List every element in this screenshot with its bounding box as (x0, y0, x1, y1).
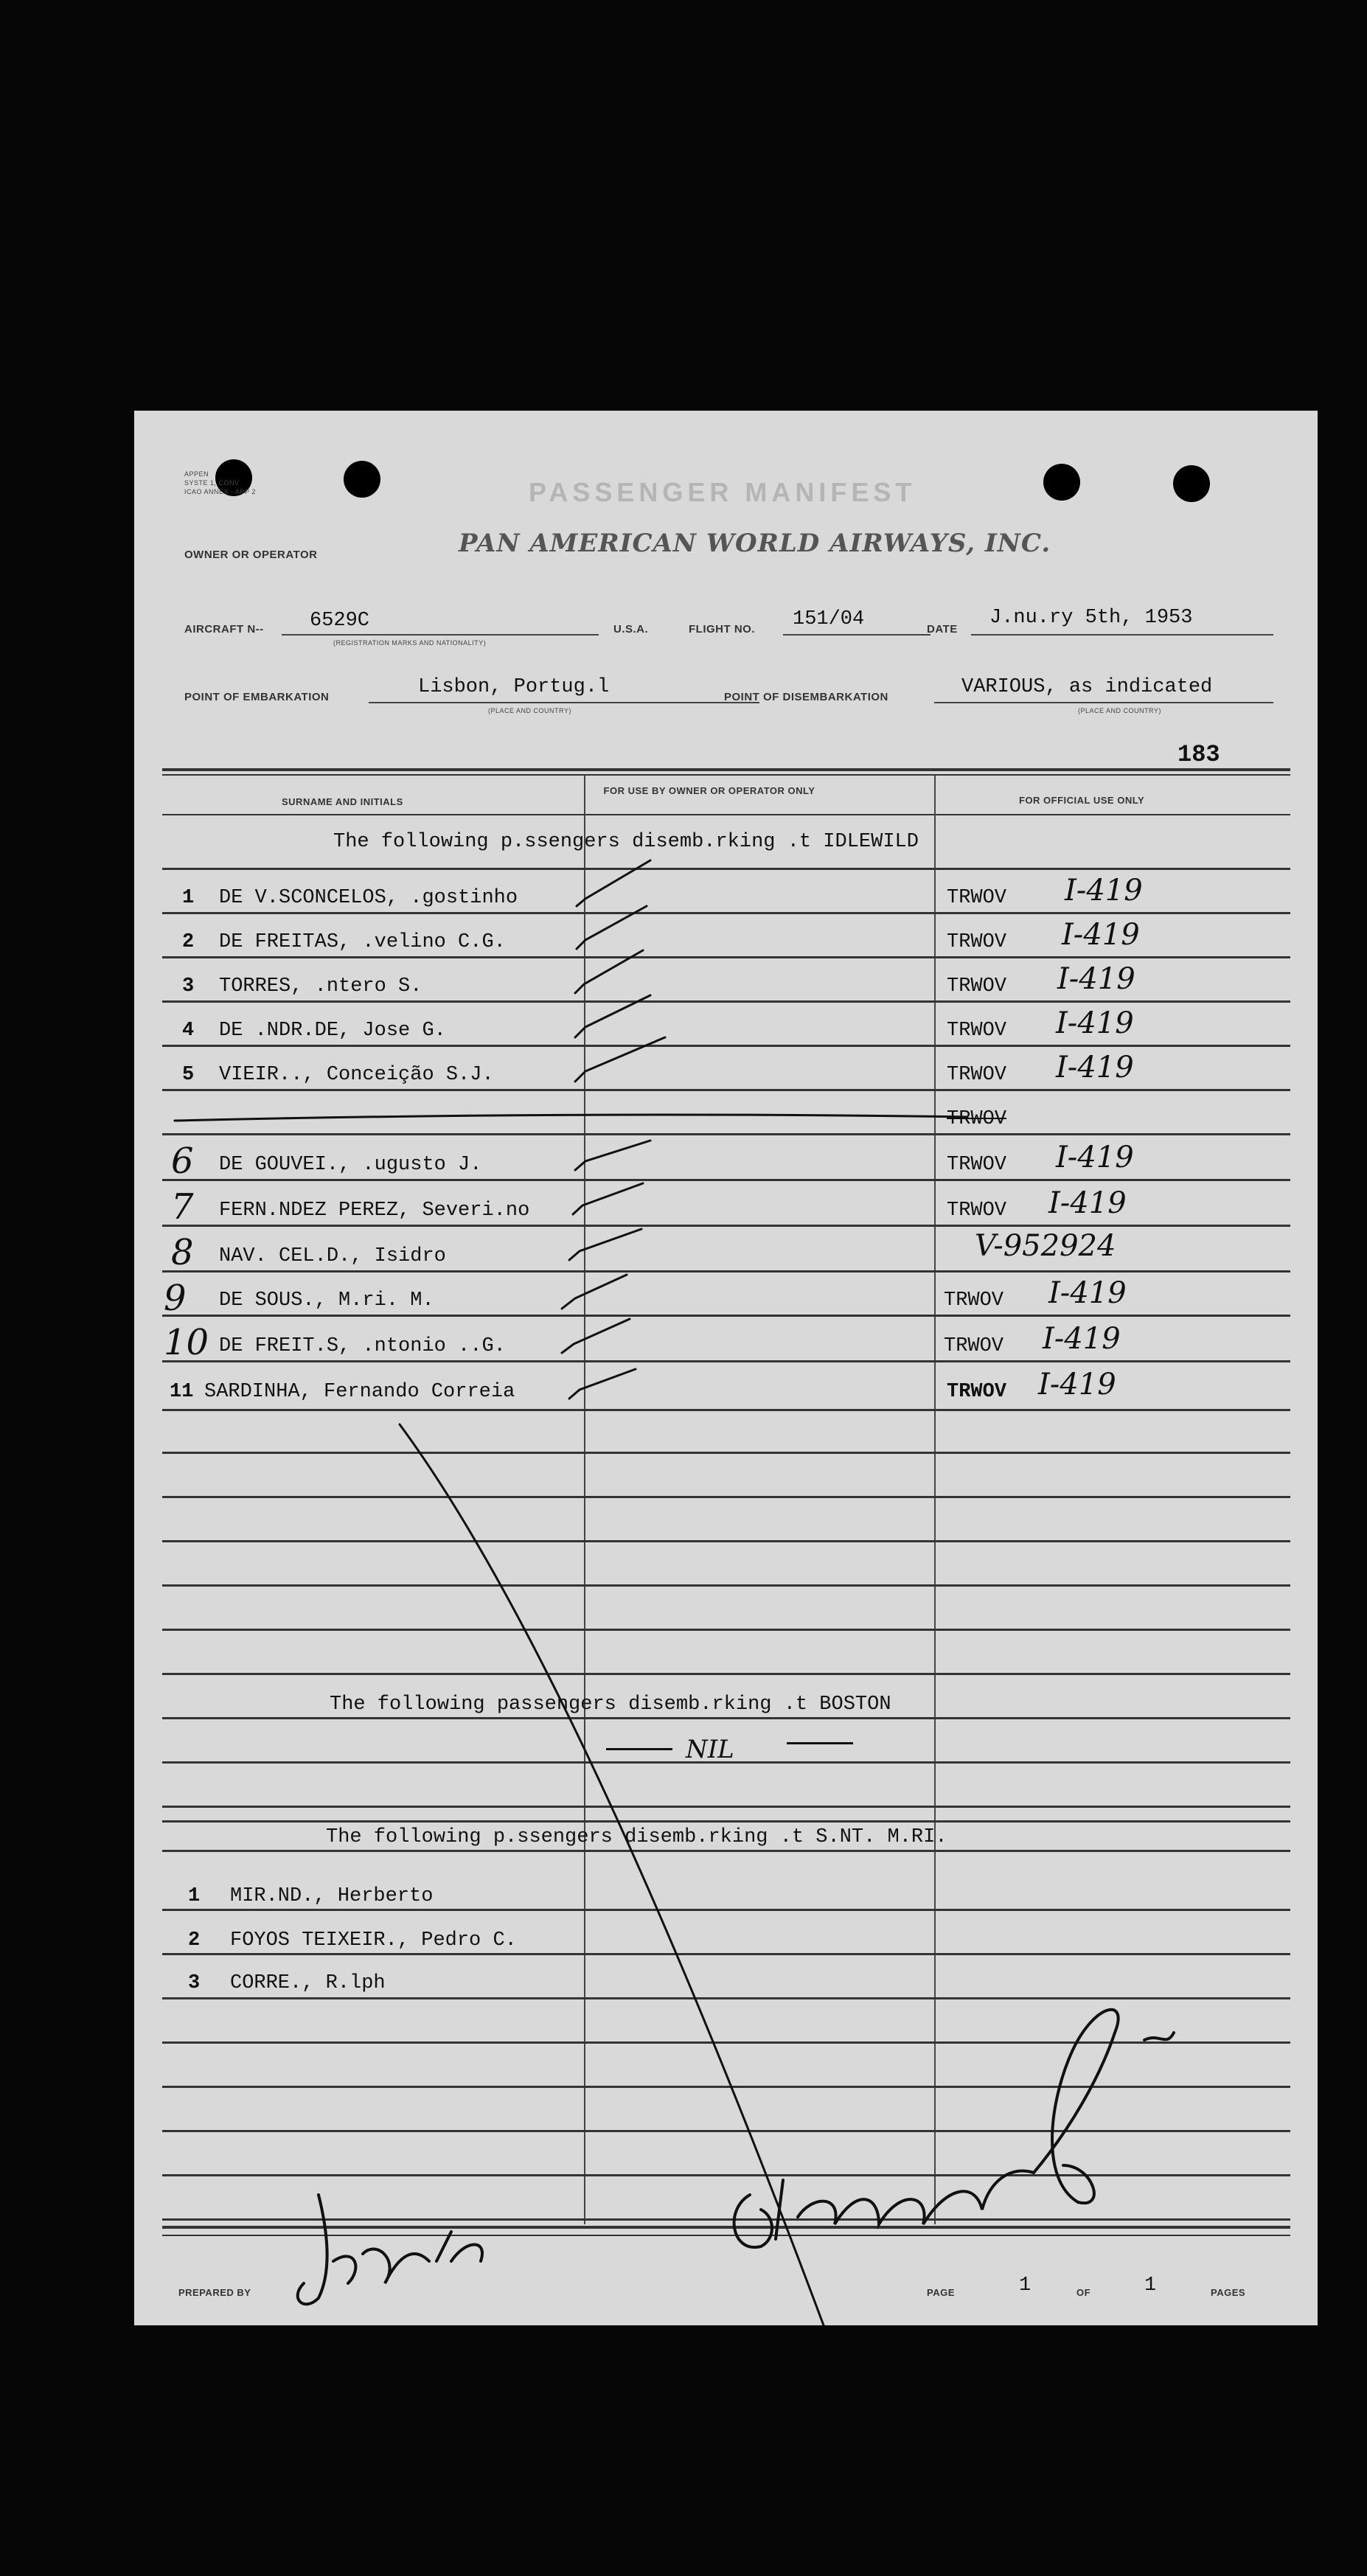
diagonal-cancel-line (400, 1424, 824, 2325)
signature-icon (298, 2010, 1174, 2305)
embark-value: Lisbon, Portug.l (418, 676, 610, 698)
passenger-name: TORRES, .ntero S. (219, 975, 422, 998)
col-official-header: FOR OFFICIAL USE ONLY (1019, 795, 1145, 806)
of-value: 1 (1144, 2274, 1157, 2297)
passenger-number: 8 (171, 1232, 194, 1273)
date-label: DATE (927, 623, 958, 636)
passenger-number: 9 (164, 1278, 187, 1319)
corner-note: APPEN SYSTE 1, CONV ICAO ANNEX - APP 2 (184, 470, 256, 495)
passenger-number: 4 (182, 1020, 195, 1042)
flight-label: FLIGHT NO. (689, 623, 755, 636)
passenger-name: DE FREITAS, .velino C.G. (219, 931, 506, 953)
boston-heading: The following passengers disemb.rking .t BOSTON (330, 1693, 891, 1716)
prepared-by-label: PREPARED BY (178, 2287, 251, 2298)
manifest-number: 183 (1178, 741, 1220, 768)
passenger-number: 1 (188, 1885, 201, 1907)
owner-operator-label: OWNER OR OPERATOR (184, 549, 318, 561)
passenger-note: I-419 (1056, 1051, 1134, 1085)
passenger-code: TRWOV (947, 1020, 1007, 1042)
aircraft-value: 6529C (310, 610, 370, 632)
check-mark-icon (562, 1319, 630, 1353)
passenger-name: DE V.SCONCELOS, .gostinho (219, 887, 518, 909)
passenger-name: CORRE., R.lph (230, 1972, 386, 1994)
passenger-code: TRWOV (947, 1381, 1007, 1403)
disembark-sublabel: (PLACE AND COUNTRY) (1078, 707, 1161, 714)
passenger-note: I-419 (1048, 1276, 1127, 1310)
pen-marks (134, 411, 1318, 2325)
airline-name: PAN AMERICAN WORLD AIRWAYS, INC. (459, 529, 1051, 558)
passenger-number: 10 (164, 1322, 209, 1363)
passenger-name: FOYOS TEIXEIR., Pedro C. (230, 1929, 517, 1952)
page-label: PAGE (927, 2287, 955, 2298)
check-mark-icon (562, 1275, 627, 1309)
passenger-code: TRWOV (947, 1108, 1007, 1130)
passenger-name: DE GOUVEI., .ugusto J. (219, 1154, 482, 1176)
embark-label: POINT OF EMBARKATION (184, 691, 330, 703)
passenger-number: 5 (182, 1064, 195, 1086)
idlewild-heading: The following p.ssengers disemb.rking .t IDLEWILD (333, 831, 919, 853)
check-mark-icon (573, 1183, 643, 1214)
check-mark-icon (569, 1229, 641, 1260)
passenger-name: DE .NDR.DE, Jose G. (219, 1020, 446, 1042)
passenger-code: TRWOV (947, 1064, 1007, 1086)
passenger-number: 3 (182, 975, 195, 998)
disembark-value: VARIOUS, as indicated (961, 676, 1213, 698)
aircraft-sublabel: (REGISTRATION MARKS AND NATIONALITY) (333, 639, 487, 647)
passenger-note: I-419 (1056, 1141, 1134, 1174)
passenger-name: NAV. CEL.D., Isidro (219, 1245, 446, 1267)
check-mark-icon (575, 995, 650, 1037)
passenger-name: DE FREIT.S, .ntonio ..G. (219, 1335, 506, 1357)
passenger-code: TRWOV (947, 1154, 1007, 1176)
manifest-title: PASSENGER MANIFEST (529, 477, 916, 507)
passenger-note: V-952924 (975, 1229, 1116, 1263)
of-label: OF (1076, 2287, 1091, 2298)
usa-label: U.S.A. (613, 623, 649, 636)
passenger-note: I-419 (1038, 1368, 1116, 1402)
strike-line (175, 1115, 967, 1121)
passenger-code: TRWOV (947, 1200, 1007, 1222)
check-mark-icon (575, 1141, 650, 1170)
passenger-note: I-419 (1056, 1006, 1134, 1040)
passenger-code: TRWOV (947, 887, 1007, 909)
santa-maria-heading: The following p.ssengers disemb.rking .t S.NT. M.RI. (326, 1826, 947, 1848)
col-owner-header: FOR USE BY OWNER OR OPERATOR ONLY (603, 785, 815, 796)
check-mark-icon (575, 1037, 665, 1082)
flight-value: 151/04 (793, 608, 865, 630)
passenger-code: TRWOV (947, 931, 1007, 953)
col-surname-header: SURNAME AND INITIALS (282, 796, 403, 807)
passenger-code: TRWOV (944, 1335, 1004, 1357)
check-mark-icon (577, 906, 647, 949)
passenger-name: VIEIR.., Conceição S.J. (219, 1064, 494, 1086)
passenger-name: MIR.ND., Herberto (230, 1885, 434, 1907)
passenger-code: TRWOV (947, 975, 1007, 998)
manifest-paper (134, 411, 1318, 2325)
passenger-number: 2 (188, 1929, 201, 1952)
date-value: J.nu.ry 5th, 1953 (989, 607, 1193, 629)
passenger-note: I-419 (1048, 1186, 1127, 1220)
passenger-name: DE SOUS., M.ri. M. (219, 1289, 434, 1312)
passenger-number: 1 (182, 887, 195, 909)
passenger-name: SARDINHA, Fernando Correia (204, 1381, 515, 1403)
passenger-note: I-419 (1065, 874, 1143, 908)
boston-nil: NIL (686, 1735, 734, 1764)
passenger-note: I-419 (1062, 918, 1140, 952)
passenger-name: FERN.NDEZ PEREZ, Severi.no (219, 1200, 530, 1222)
page-value: 1 (1019, 2274, 1032, 2297)
passenger-note: I-419 (1057, 962, 1135, 996)
passenger-number: 3 (188, 1972, 201, 1994)
aircraft-label: AIRCRAFT N-- (184, 623, 264, 636)
check-mark-icon (569, 1369, 636, 1399)
disembark-label: POINT OF DISEMBARKATION (724, 691, 888, 703)
passenger-number: 2 (182, 931, 195, 953)
check-mark-icon (575, 950, 643, 993)
passenger-code: TRWOV (944, 1289, 1004, 1312)
check-mark-icon (577, 860, 650, 906)
passenger-number: 7 (171, 1186, 194, 1228)
pages-label: PAGES (1211, 2287, 1246, 2298)
passenger-note: I-419 (1043, 1322, 1121, 1356)
passenger-number: 6 (171, 1141, 194, 1182)
passenger-number: 11 (170, 1381, 194, 1403)
embark-sublabel: (PLACE AND COUNTRY) (488, 707, 571, 714)
